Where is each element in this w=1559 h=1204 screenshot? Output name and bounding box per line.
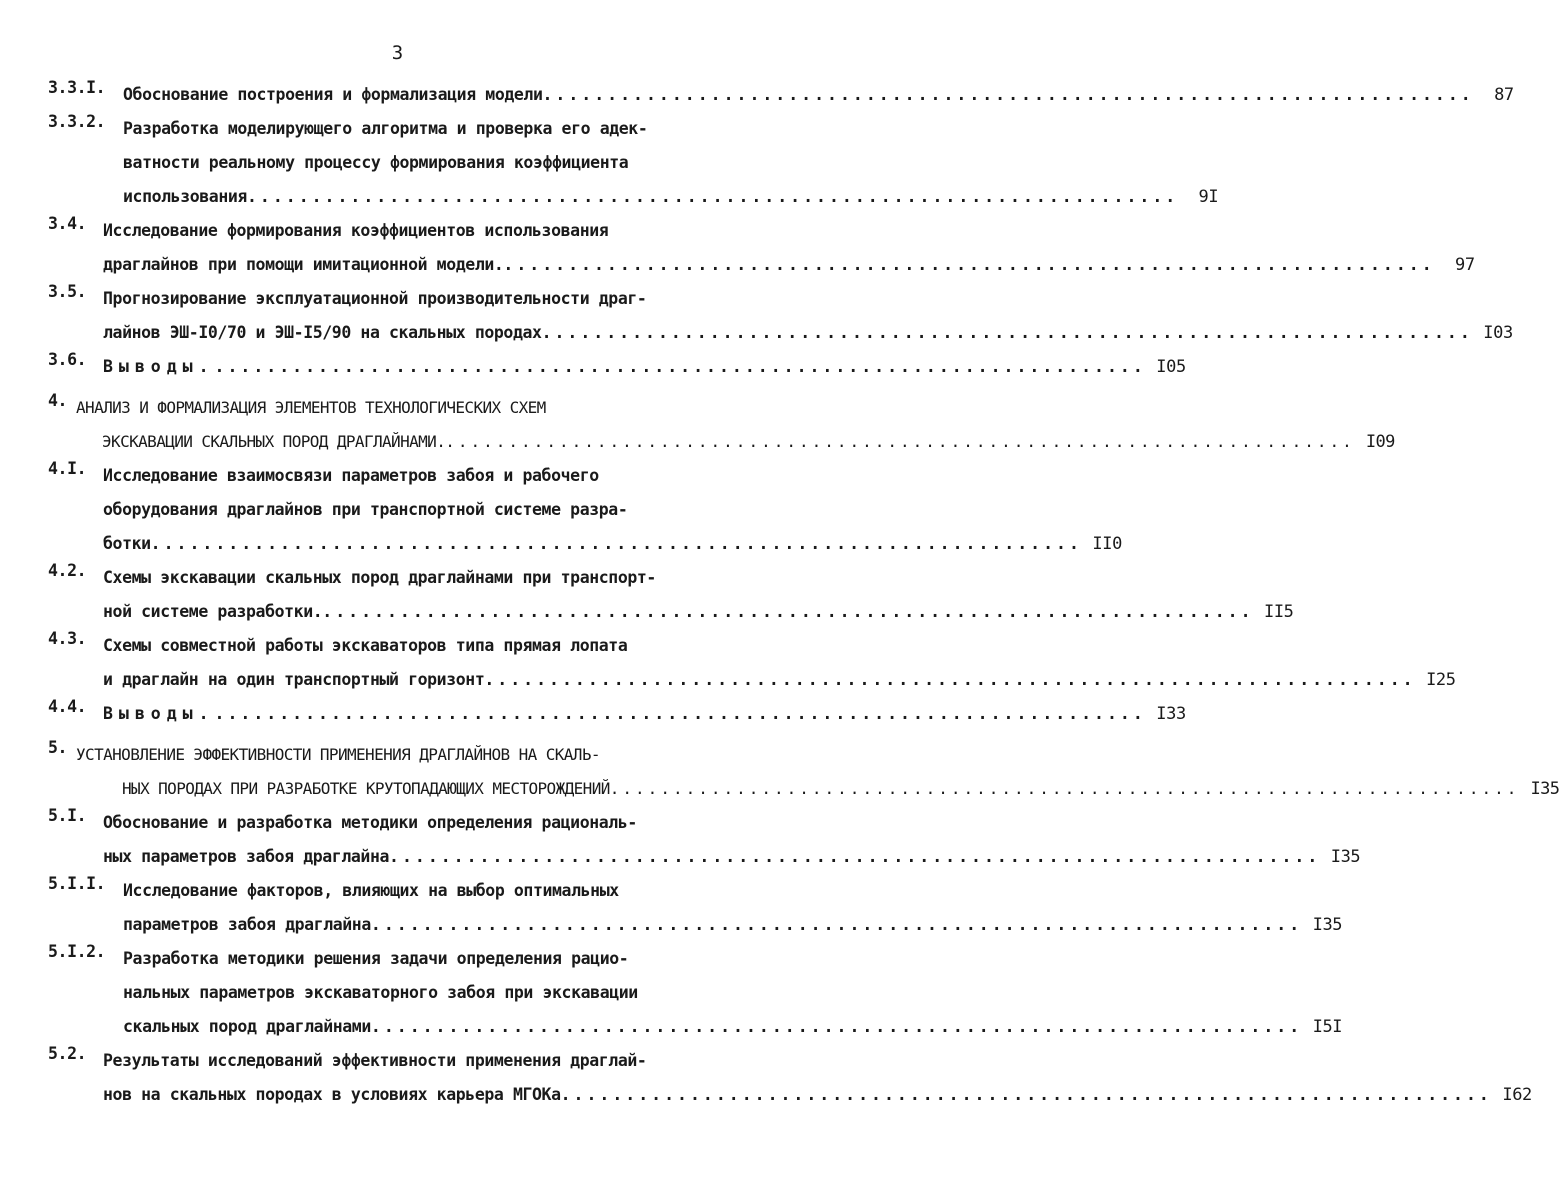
toc-entry-text: Прогнозирование эксплуатационной производительности драг-	[103, 289, 647, 308]
toc-entry-text: использования	[123, 187, 247, 206]
toc-entry-4-1[interactable]	[48, 459, 1122, 561]
toc-entry-text: ЭКСКАВАЦИИ СКАЛЬНЫХ ПОРОД ДРАГЛАЙНАМИ.	[102, 432, 446, 451]
toc-page-number: I5I	[1312, 1017, 1343, 1037]
toc-entry-text: нов на скальных породах в условиях карьера МГОКа	[103, 1085, 561, 1104]
toc-entry-number: 5.2.	[48, 1044, 87, 1063]
toc-page-number: II5	[1264, 602, 1294, 622]
toc-entry-number: 5.I.	[48, 806, 87, 825]
toc-page-number: 9I	[1198, 187, 1219, 207]
toc-entry-text: ватности реальному процессу формирования коэффициента	[123, 153, 629, 172]
dot-leader: ........................................................................	[445, 432, 1355, 451]
dot-leader: ........................................................................	[542, 85, 1474, 104]
toc-entry-5-2[interactable]	[48, 1044, 1532, 1112]
toc-page-number: 97	[1455, 255, 1475, 275]
toc-entry-3-5[interactable]	[48, 282, 1513, 350]
toc-entry-text: лайнов ЭШ-I0/70 и ЭШ-I5/90 на скальных породах	[103, 323, 542, 342]
toc-chapter-5[interactable]	[48, 738, 1559, 806]
toc-page-number: I05	[1156, 357, 1186, 377]
toc-entry-text: Разработка методики решения задачи определения рацио-	[123, 949, 629, 968]
toc-entry-text: скальных пород драглайнами	[123, 1017, 371, 1036]
toc-entry-number: 4.4.	[48, 697, 87, 716]
toc-page-number: 87	[1494, 85, 1514, 105]
toc-chapter-4[interactable]	[48, 391, 1395, 459]
toc-entry-3-3-1[interactable]	[48, 78, 1514, 112]
toc-entry-number: 4.2.	[48, 561, 87, 580]
toc-entry-5-1-1[interactable]	[48, 874, 1343, 942]
toc-entry-number: 3.6.	[48, 350, 87, 369]
toc-entry-text: Исследование факторов, влияющих на выбор оптимальных	[123, 881, 619, 900]
toc-entry-number: 3.3.I.	[48, 78, 106, 97]
toc-entry-text: УСТАНОВЛЕНИЕ ЭФФЕКТИВНОСТИ ПРИМЕНЕНИЯ ДРАГЛАЙНОВ НА СКАЛЬ-	[76, 745, 600, 764]
dot-leader: ........................................................................	[370, 915, 1303, 934]
toc-entry-text: НЫХ ПОРОДАХ ПРИ РАЗРАБОТКЕ КРУТОПАДАЮЩИХ МЕСТОРОЖДЕНИЙ	[122, 779, 610, 798]
toc-entry-text: ных параметров забоя драглайна	[103, 847, 390, 866]
table-of-contents	[48, 78, 1559, 1112]
toc-entry-number: 4.	[48, 391, 68, 410]
toc-entry-text: Исследование формирования коэффициентов использования	[103, 221, 609, 240]
toc-page-number: II0	[1092, 534, 1122, 554]
toc-entry-text: Выводы.	[103, 357, 215, 376]
dot-leader: ........................................................................	[150, 534, 1082, 553]
dot-leader: ........................................................................	[389, 847, 1321, 866]
toc-entry-4-4[interactable]	[48, 697, 1186, 731]
toc-entry-5-1-2[interactable]	[48, 942, 1343, 1044]
toc-page-number: I35	[1530, 779, 1559, 799]
toc-entry-4-3[interactable]	[48, 629, 1456, 697]
toc-entry-text: параметров забоя драглайна	[123, 915, 371, 934]
toc-page-number: I03	[1483, 323, 1513, 343]
toc-entry-text: ной системе разработки.	[103, 602, 323, 621]
toc-entry-text: Схемы совместной работы экскаваторов типа прямая лопата	[103, 636, 628, 655]
toc-entry-text: АНАЛИЗ И ФОРМАЛИЗАЦИЯ ЭЛЕМЕНТОВ ТЕХНОЛОГИЧЕСКИХ СХЕМ	[76, 398, 546, 417]
toc-entry-text: Обоснование построения и формализация модели	[123, 85, 543, 104]
toc-page-number: I62	[1502, 1085, 1532, 1105]
toc-entry-text: драглайнов при помощи имитационной модели.	[103, 255, 504, 274]
toc-entry-number: 4.3.	[48, 629, 87, 648]
dot-leader: ........................................................................	[609, 779, 1520, 798]
toc-entry-text: оборудования драглайнов при транспортной системе разра-	[103, 500, 628, 519]
dot-leader: ........................................................................	[322, 602, 1254, 621]
toc-entry-number: 5.	[48, 738, 68, 757]
dot-leader: ........................................................................	[484, 670, 1416, 689]
dot-leader: ........................................................................	[246, 187, 1179, 206]
dot-leader: ........................................................................	[214, 704, 1146, 723]
toc-entry-number: 5.I.I.	[48, 874, 106, 893]
dot-leader: ........................................................................	[503, 255, 1435, 274]
toc-entry-number: 3.5.	[48, 282, 87, 301]
toc-entry-5-1[interactable]	[48, 806, 1361, 874]
dot-leader: ........................................................................	[370, 1017, 1303, 1036]
toc-entry-text: и драглайн на один транспортный горизонт	[103, 670, 485, 689]
toc-entry-text: нальных параметров экскаваторного забоя при экскавации	[123, 983, 638, 1002]
toc-page-number: I33	[1156, 704, 1186, 724]
dot-leader: ........................................................................	[560, 1085, 1492, 1104]
toc-page-number: I09	[1365, 432, 1395, 452]
toc-entry-text: Разработка моделирующего алгоритма и проверка его адек-	[123, 119, 648, 138]
toc-page-number: I35	[1312, 915, 1343, 935]
toc-entry-text: Выводы.	[103, 704, 215, 723]
toc-entry-text: Результаты исследований эффективности применения драглай-	[103, 1051, 647, 1070]
toc-entry-3-3-2[interactable]	[48, 112, 1219, 214]
toc-entry-text: Исследование взаимосвязи параметров забоя и рабочего	[103, 466, 599, 485]
toc-entry-number: 3.4.	[48, 214, 87, 233]
toc-entry-number: 4.I.	[48, 459, 87, 478]
toc-entry-text: Схемы экскавации скальных пород драглайнами при транспорт-	[103, 568, 656, 587]
toc-entry-3-4[interactable]	[48, 214, 1475, 282]
toc-entry-number: 3.3.2.	[48, 112, 106, 131]
toc-entry-3-6[interactable]	[48, 350, 1186, 384]
toc-entry-number: 5.I.2.	[48, 942, 106, 961]
toc-entry-4-2[interactable]	[48, 561, 1294, 629]
toc-entry-text: Обоснование и разработка методики определения рациональ-	[103, 813, 637, 832]
toc-page-number: I25	[1426, 670, 1456, 690]
dot-leader: ........................................................................	[541, 323, 1473, 342]
toc-entry-text: ботки	[103, 534, 151, 553]
toc-page-number: I35	[1330, 847, 1361, 867]
page-number: 3	[391, 42, 404, 64]
dot-leader: ........................................................................	[214, 357, 1146, 376]
